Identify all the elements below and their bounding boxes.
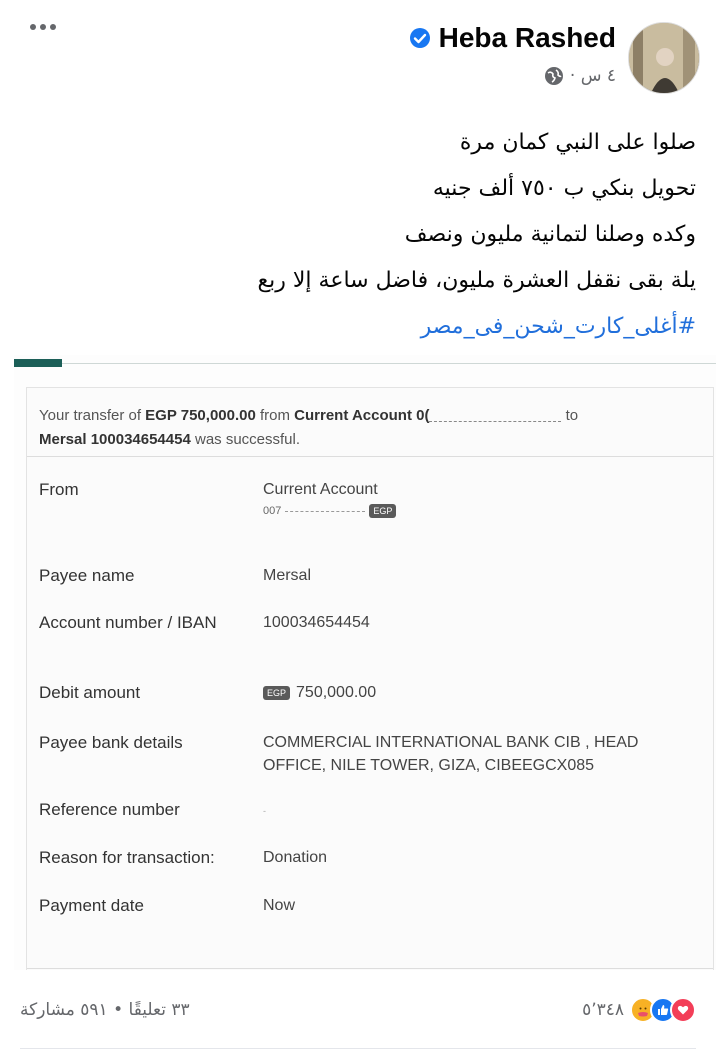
post-line: يلة بقى نقفل العشرة مليون، فاضل ساعة إلا ربع [257,268,696,293]
account-value: 100034654454 [263,614,370,631]
more-dot [40,24,46,30]
post-author[interactable] [409,22,616,54]
hashtag-link[interactable]: #أغلى_كارت_شحن_فى_مصر [420,314,696,339]
notice-account: Current Account 0( [294,407,430,424]
notice-amount: EGP 750,000.00 [145,407,256,424]
post-line: تحويل بنكي ب ٧٥٠ ألف جنيه [432,176,696,201]
currency-badge: EGP [369,504,396,518]
more-options-button[interactable] [30,24,56,30]
verified-badge-icon [409,27,431,49]
account-label: Account number / IBAN [39,613,217,632]
notice-payee: Mersal 100034654454 [39,431,191,448]
masked-account [429,411,561,422]
reference-label: Reference number [39,800,180,819]
from-account-line [263,504,402,518]
from-account-number: 007 [263,505,282,517]
post-time[interactable]: ٤ س · [569,66,616,86]
footer-divider [20,1048,696,1049]
more-dot [30,24,36,30]
date-value: Now [263,897,296,914]
transfer-notice [39,404,689,452]
reactions-summary[interactable] [582,997,696,1023]
image-accent-bar [14,359,62,367]
notice-text: was successful. [190,431,301,448]
comments-shares[interactable]: ٣٣ تعليقًا • ٥٩١ مشاركة [20,1000,190,1020]
avatar[interactable] [628,22,700,94]
payee-value: Mersal [263,567,312,584]
divider [27,456,713,457]
payee-label: Payee name [39,566,135,585]
debit-label: Debit amount [39,683,141,702]
post-line: وكده وصلنا لتمانية مليون ونصف [404,222,696,247]
transfer-receipt [26,387,714,970]
notice-text: from [255,407,295,424]
post-meta [544,66,616,86]
date-label: Payment date [39,896,144,915]
image-top-line [14,363,716,364]
avatar-photo [629,23,699,93]
reactions-count: ٥٬٣٤٨ [582,1000,624,1020]
more-dot [50,24,56,30]
notice-text: to [561,407,579,424]
globe-icon [544,66,564,86]
from-label: From [39,480,79,499]
debit-amount [263,681,376,704]
currency-badge: EGP [263,686,290,700]
post-text [16,120,696,350]
divider [27,968,713,969]
reason-value: Donation [263,849,328,866]
debit-value: 750,000.00 [296,684,377,701]
post-line: صلوا على النبي كمان مرة [459,130,696,155]
love-reaction-icon [670,997,696,1023]
post-image[interactable] [14,355,716,970]
bank-label: Payee bank details [39,733,183,752]
from-value: Current Account [263,481,378,498]
notice-text: Your transfer of [39,407,146,424]
bank-value: COMMERCIAL INTERNATIONAL BANK CIB , HEAD OFFICE, NILE TOWER, GIZA, CIBEEGCX085 [263,734,639,774]
masked-digits [285,511,365,512]
reference-value: - [263,806,266,816]
reaction-icons [630,997,696,1023]
post-footer [20,992,696,1028]
reason-label: Reason for transaction: [39,848,215,867]
author-name[interactable]: Heba Rashed [438,22,616,53]
